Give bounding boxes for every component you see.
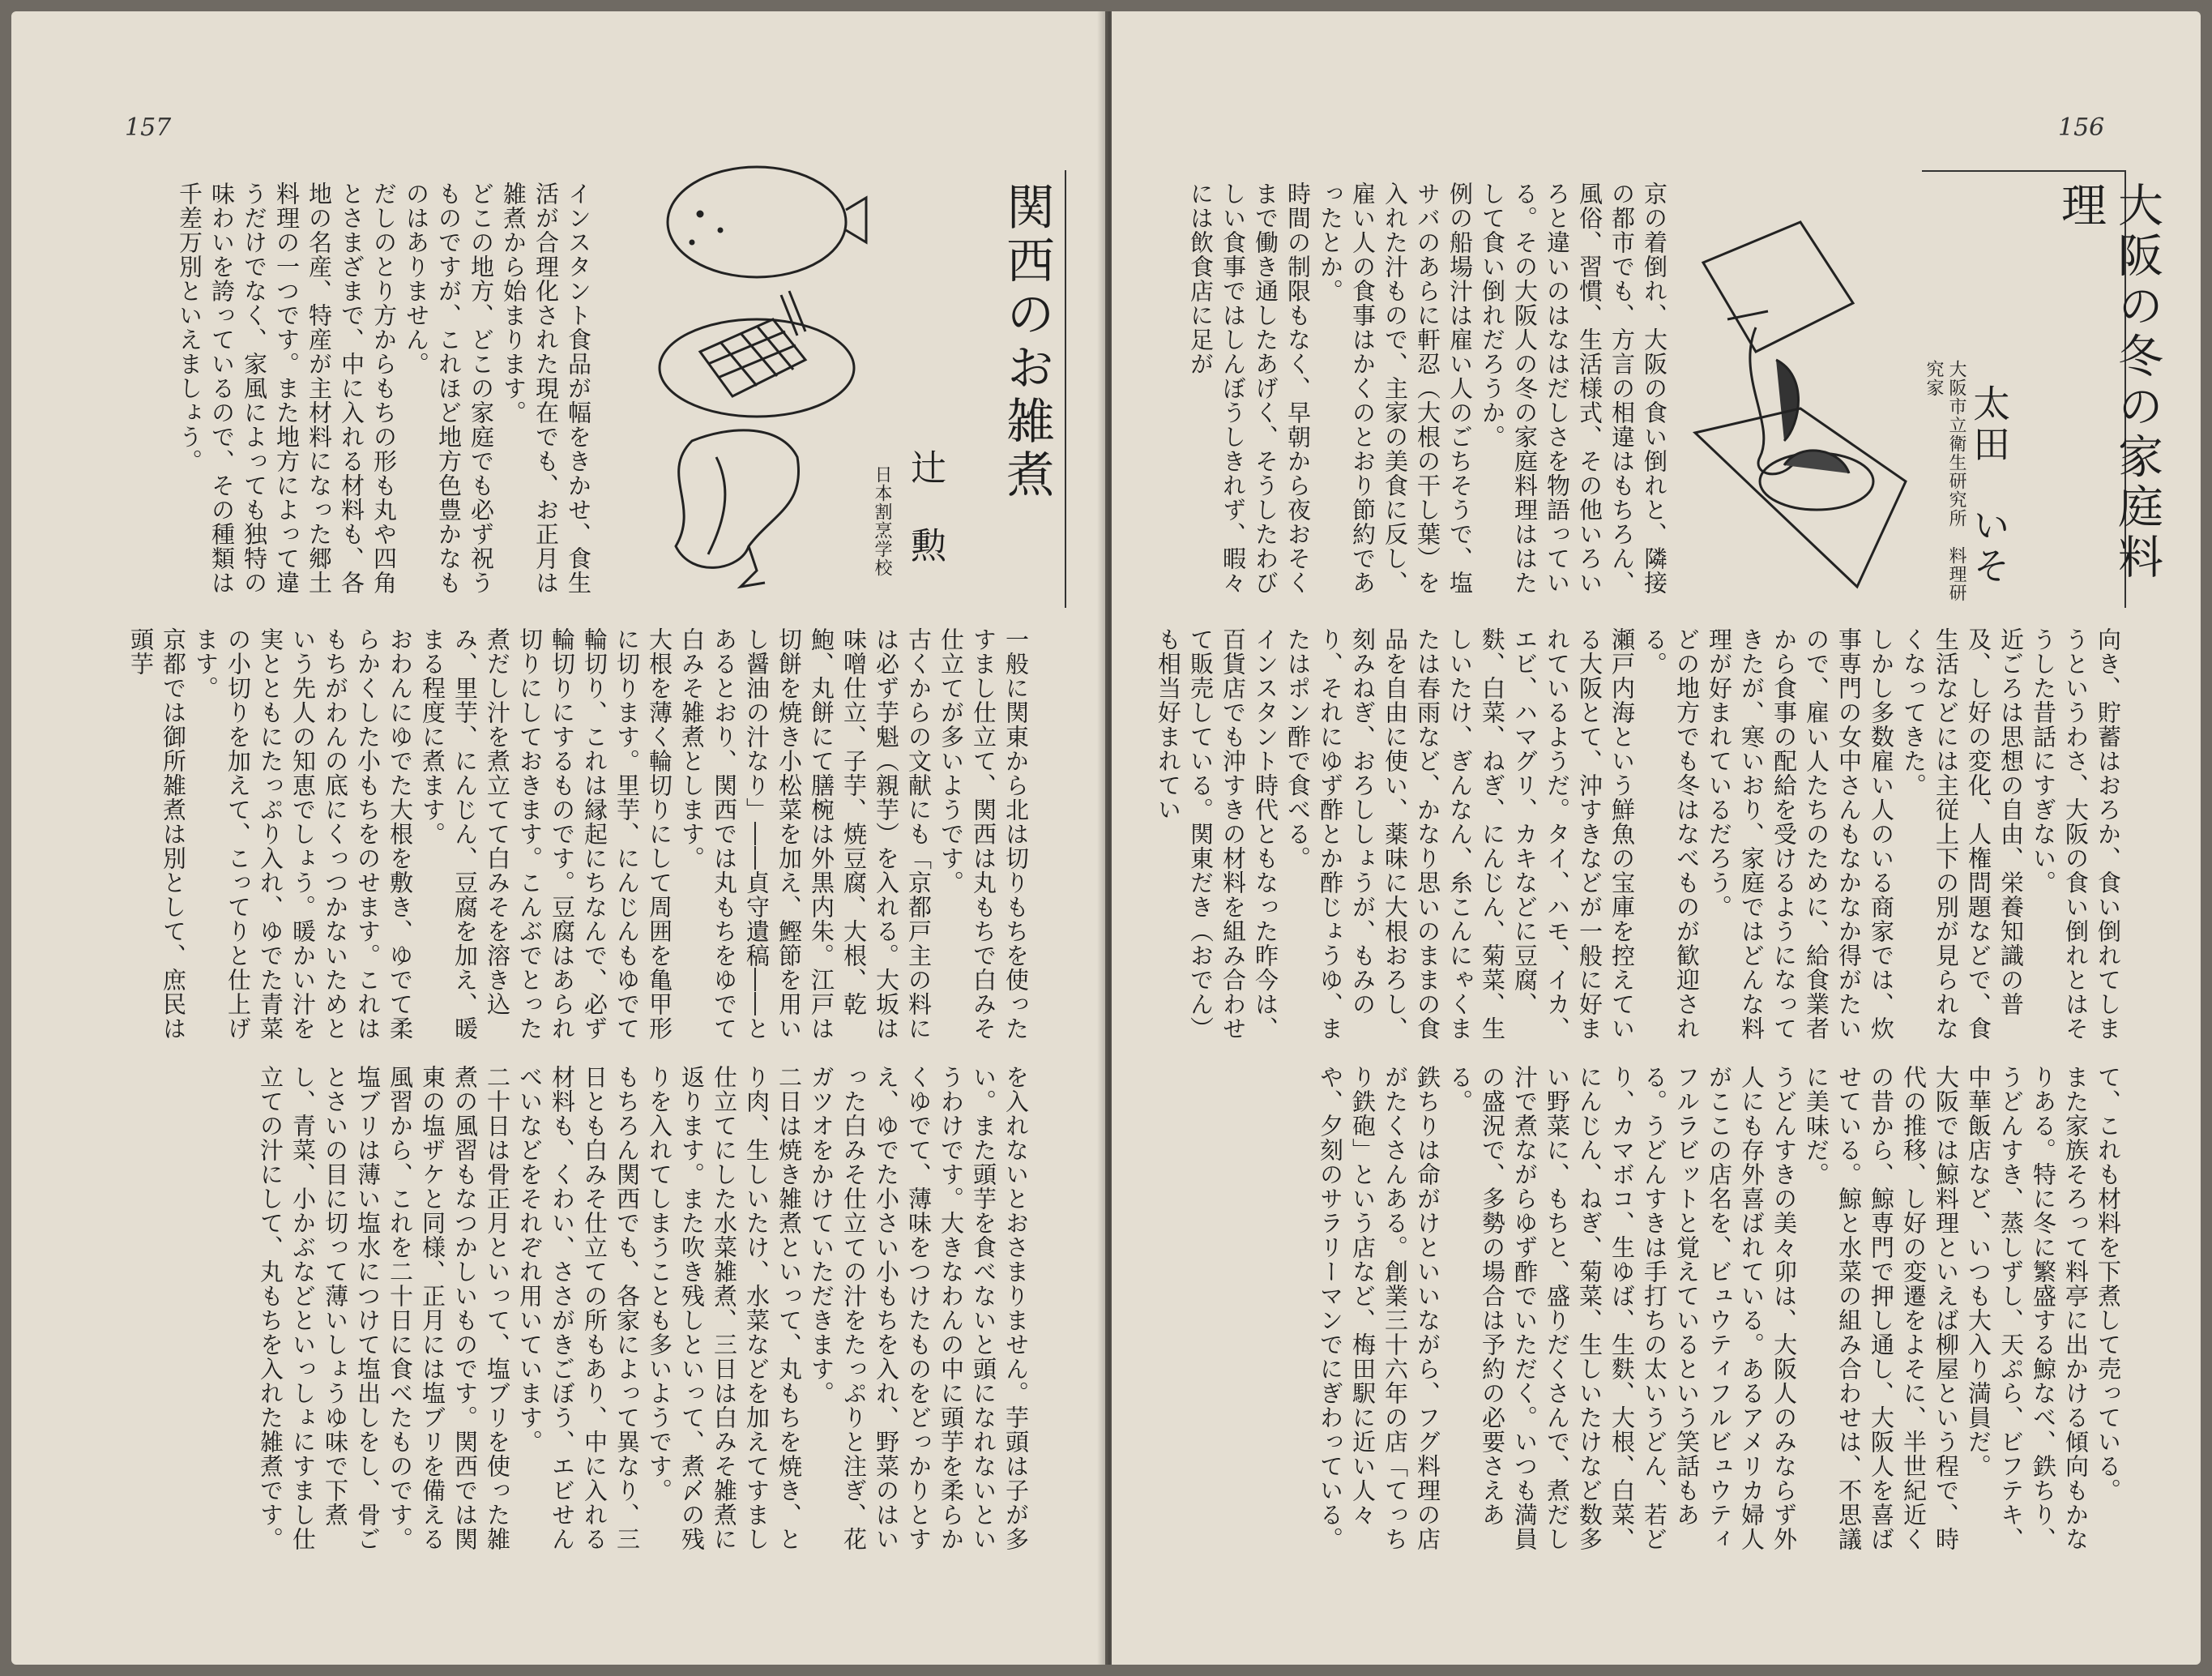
zoni-illustration <box>643 165 870 603</box>
left-middle-paragraph: 一般に関東から北は切りもちを使ったすまし仕立て、関西は丸もちで白みそ仕立てが多いようです。 古くからの文献にも「京都戸主の料には必ず芋魁（親芋）を入れる。大坂は味噌仕立、子芋、焼豆腐、大根、乾鮑、丸餅にて膳椀は外黒内朱。江戸は切餅を焼き小松菜を加え、鰹節を用いし醤油の汁なり」――貞守遺稿――とあるとおり、関西では丸もちをゆでて白みそ雑煮とします。 大根を薄く輪切りにして周囲を亀甲形に切ります。里芋、にんじんもゆでて輪切り、これは縁起にちなんで、必ず輪切りにするものです。豆腐はあられ切りにしておきます。こんぶでとった煮だし汁を煮立てて白みそを溶き込み、里芋、にんじん、豆腐を加え、暖まる程度に煮ます。 おわんにゆでた大根を敷き、ゆでて柔らかくした小もちをのせます。これはもちがわんの底にくっつかないためという先人の知恵でしょう。暖かい汁を実とともにたっぷり入れ、ゆでた青菜の小切りを加えて、こってりと仕上げます。 京都では御所雑煮は別として、庶民は頭芋 <box>127 627 1030 1041</box>
left-middle-text <box>125 627 1032 1049</box>
title-rule-top <box>1922 170 2124 172</box>
page-number-157: 157 <box>125 113 172 142</box>
author-affiliation: 日本割烹学校 <box>872 465 892 577</box>
author-name: 辻 勲 <box>904 449 946 566</box>
right-middle-paragraph: 向き、貯蓄はおろか、食い倒れてしまうというわさ、大阪の食い倒れとはそうした昔話にすぎない。 近ごろは思想の自由、栄養知識の普及、し好の変化、人権問題などで、食生活などには主従上下の別が見られなくなってきた。 しかし多数雇い人のいる商家では、炊事専門の女中さんもなかなか得がたいので、雇い人たちのために、給食業者から食事の配給を受けるようになってきたが、寒いおり、家庭ではどんな料理が好まれているだろう。 どの地方でも冬はなべものが歓迎される。 瀬戸内海という鮮魚の宝庫を控えている大阪とて、沖すきなどが一般に好まれているようだ。タイ、ハモ、イカ、エビ、ハマグリ、カキなどに豆腐、麩、白菜、ねぎ、にんじん、菊菜、生しいたけ、ぎんなん、糸こんにゃくまたは春雨など、かなり思いのままの食品を自由に使い、薬味に大根おろし、刻みねぎ、おろししょうが、もみのり、それにゆず酢とか酢じょうゆ、またはポン酢で食べる。 インスタント時代ともなった昨今は、百貨店でも沖すきの材料を組み合わせて販売している。関東だき（おでん）も相当好まれてい <box>1155 627 2122 1041</box>
left-intro-text <box>125 182 595 603</box>
page-number-156: 156 <box>2058 113 2105 142</box>
right-intro-paragraph: 京の着倒れ、大阪の食い倒れと、隣接の都市でも、方言の相違はもちろん、風俗、習慣、生活様式、その他いろいろと違いのはなはだしさを物語っている。その大阪人の冬の家庭料理ははたして食い倒れだろうか。 例の船場汁は雇い人のごちそうで、塩サバのあらに軒忍（大根の干し葉）を入れた汁もので、主家の美食に反し、雇い人の食事はかくのとおり節約であったとか。 時間の制限もなく、早朝から夜おそくまで働き通したあげく、そうしたわびしい食事ではしんぼうしきれず、暇々には飲食店に足が <box>1187 182 1668 595</box>
title-rule-right <box>1065 170 1066 608</box>
right-intro-text <box>1152 182 1671 603</box>
author-affiliation: 大阪市立衛生研究所 料理研究家 <box>1924 360 1966 602</box>
right-page <box>1112 11 2201 1665</box>
left-bottom-text <box>125 1065 1032 1567</box>
right-middle-text <box>1152 627 2124 1049</box>
article-title: 大阪の冬の家庭料理 <box>2054 182 2163 584</box>
left-bottom-paragraph: を入れないとおさまりません。芋頭は子が多い。また頭芋を食べないと頭になれないというわけです。大きなわんの中に頭芋を柔らかくゆでて、薄味をつけたものをどっかりとすえ、ゆでた小さい小もちを入れ、野菜のはいった白みそ仕立ての汁をたっぷりと注ぎ、花ガツオをかけていただきます。 二日は焼き雑煮といって、丸もちを焼き、とり肉、生しいたけ、水菜などを加えてすまし仕立てにした水菜雑煮、三日は白みそ雑煮に返ります。また吹き残しといって、煮〆の残りを入れてしまうことも多いようです。 もちろん関西でも、各家によって異なり、三日とも白みそ仕立ての所もあり、中に入れる材料も、くわい、ささがきごぼう、エビせんべいなどをそれぞれ用いています。 二十日は骨正月といって、塩ブリを使った雑煮の風習もなつかしいものです。関西では関東の塩ザケと同様、正月には塩ブリを備える風習から、これを二十日に食べたものです。 塩ブリは薄い塩水につけて塩出しをし、骨ごとさいの目に切って薄いしょうゆ味で下煮し、青菜、小かぶなどといっしょにすまし仕立ての汁にして、丸もちを入れた雑煮です。 <box>257 1065 1030 1551</box>
right-bottom-text <box>1152 1065 2124 1567</box>
left-intro-paragraph: インスタント食品が幅をきかせ、食生活が合理化された現在でも、お正月は雑煮から始まります。 どこの地方、どこの家庭でも必ず祝うものですが、これほど地方色豊かなものはありません。 だしのとり方からもちの形も丸や四角とさまざまで、中に入れる材料も、各地の名産、特産が主材料になった郷土料理の一つです。また地方によって違うだけでなく、家風によっても独特の味わいを誇っているので、その種類は千差万別といえましょう。 <box>176 182 592 595</box>
food-illustration <box>1679 214 1914 595</box>
article-title: 関西のお雑煮 <box>998 182 1055 502</box>
left-page <box>11 11 1105 1665</box>
right-bottom-paragraph: て、これも材料を下煮して売っている。 また家族そろって料亭に出かける傾向もかなりある。特に冬に繁盛する鯨なべ、鉄ちり、うどんすき、蒸しずし、天ぷら、ビフテキ、中華飯店など、いつも大入り満員だ。 大阪では鯨料理といえば柳屋という程で、時代の推移、し好の変遷をよそに、半世紀近くの昔から、鯨専門で押し通し、大阪人を喜ばせている。鯨と水菜の組み合わせは、不思議に美味だ。 うどんすきの美々卯は、大阪人のみならず外人にも存外喜ばれている。あるアメリカ婦人がここの店名を、ビュウティフルビュウティフルラビットと覚えているという笑話もある。うどんすきは手打ちの太いうどん、若どり、カマボコ、生ゆば、生麩、大根、白菜、にんじん、ねぎ、菊菜、生しいたけなど数多い野菜に、もちと、盛りだくさんで、煮だし汁で煮ながらゆず酢でいただく。いつも満員の盛況で、多勢の場合は予約の必要さえある。 鉄ちりは命がけといいながら、フグ料理の店がたくさんある。創業三十六年の店「てっちり鉄砲」という店など、梅田駅に近い人々や、夕刻のサラリーマンでにぎわっている。 <box>1317 1065 2122 1551</box>
author-name: 太田 いそ <box>1967 384 2011 587</box>
